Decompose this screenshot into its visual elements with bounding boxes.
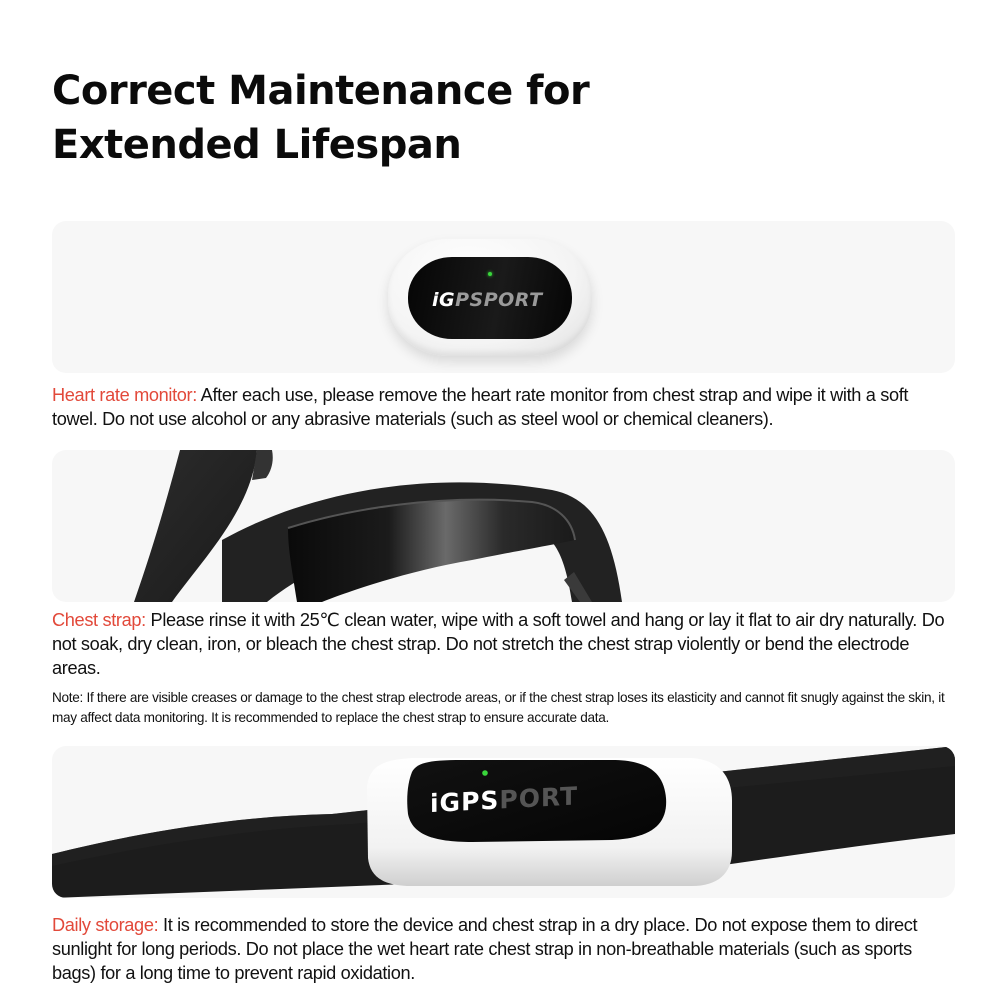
monitor-pod	[388, 239, 592, 356]
daily-storage-image	[52, 746, 955, 898]
section-text: After each use, please remove the heart rate monitor from chest strap and wipe it with a soft towel. Do not use alcohol or any abrasive materials (such as steel wool or chemical cleaners).	[52, 385, 909, 429]
chest-strap-illustration	[52, 450, 955, 602]
page-title	[52, 64, 752, 172]
section-label: Chest strap:	[52, 610, 146, 630]
page-title-line-1: Correct Maintenance for	[52, 68, 590, 114]
monitor-face	[408, 257, 572, 339]
chest-strap-paragraph	[52, 608, 957, 680]
page-title-line-2: Extended Lifespan	[52, 122, 462, 168]
igpsport-logo: iGPSPORT	[432, 289, 543, 311]
section-text: Please rinse it with 25℃ clean water, wipe with a soft towel and hang or lay it flat to air dry naturally. Do not soak, dry clean, iron, or bleach the chest strap. Do not stretch the chest strap violently or bend the electrode areas.	[52, 610, 945, 678]
section-label: Heart rate monitor:	[52, 385, 197, 405]
section-label: Daily storage:	[52, 915, 159, 935]
svg-text:iGPSPORT: iGPSPORT	[430, 781, 579, 819]
chest-strap-image	[52, 450, 955, 602]
strap-with-pod-illustration	[52, 746, 955, 898]
section-text: It is recommended to store the device and chest strap in a dry place. Do not expose them to direct sunlight for long periods. Do not place the wet heart rate chest strap in non-breathable materials (such as sports bags) for a long time to prevent rapid oxidation.	[52, 915, 918, 983]
heart-rate-monitor-paragraph	[52, 383, 957, 431]
heart-rate-monitor-image	[52, 221, 955, 373]
daily-storage-paragraph	[52, 913, 957, 985]
status-led-icon	[488, 272, 492, 276]
chest-strap-note: Note: If there are visible creases or damage to the chest strap electrode areas, or if the chest strap loses its elasticity and cannot fit snugly against the skin, it may affect data monitoring. It is recommended to replace the chest strap to ensure accurate data.	[52, 690, 945, 725]
